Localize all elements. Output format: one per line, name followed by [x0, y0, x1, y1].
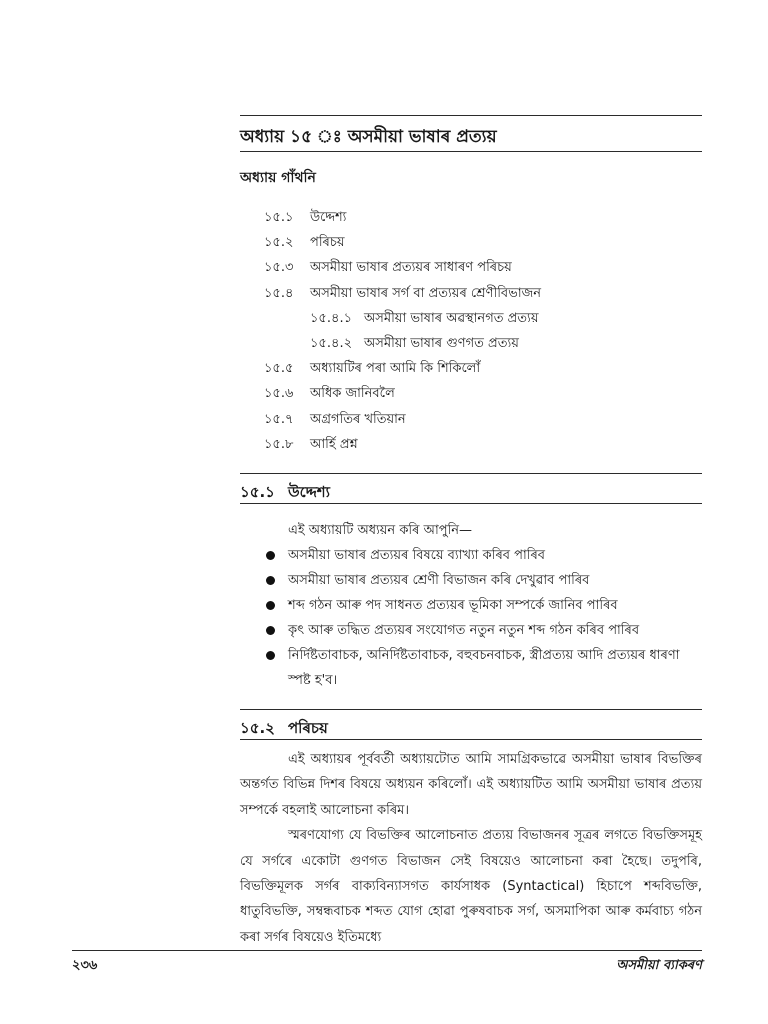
objective-text: কৃৎ আৰু তদ্ধিত প্ৰত্যয়ৰ সংযোগত নতুন নতুন শব্দ গঠন কৰিব পাৰিব — [288, 623, 640, 638]
outline-item-label: অসমীয়া ভাষাৰ সৰ্গ বা প্ৰত্যয়ৰ শ্ৰেণীবিভাজন — [310, 285, 542, 301]
outline-item-number: ১৫.৩ — [264, 260, 294, 276]
outline-heading: অধ্যায় গাঁথনি — [240, 170, 316, 186]
list-item — [264, 543, 702, 568]
outline-item-number: ১৫.৪ — [264, 285, 294, 301]
outline-item-number: ১৫.৪.১ — [310, 310, 353, 326]
section-rule — [240, 503, 702, 504]
bullet-icon — [266, 651, 275, 660]
list-item — [264, 643, 702, 693]
bullet-icon — [266, 626, 275, 635]
book-title: অসমীয়া ব্যাকৰণ — [616, 958, 702, 973]
chapter-title: অধ্যায় ১৫ ঃ অসমীয়া ভাষাৰ প্ৰত্যয় — [240, 127, 497, 147]
bullet-icon — [266, 576, 275, 585]
outline-item-label: অসমীয়া ভাষাৰ গুণগত প্ৰত্যয় — [364, 335, 519, 351]
outline-subitem — [264, 306, 702, 331]
introduction-body — [240, 747, 702, 950]
objectives-list — [264, 518, 702, 693]
outline-item-number: ১৫.৪.২ — [310, 335, 353, 351]
section-title: পৰিচয় — [288, 719, 328, 737]
outline-item-label: অসমীয়া ভাষাৰ অৱস্থানগত প্ৰত্যয় — [364, 310, 539, 326]
outline-item — [264, 407, 702, 432]
outline-item-label: অসমীয়া ভাষাৰ প্ৰত্যয়ৰ সাধাৰণ পৰিচয় — [310, 260, 512, 276]
outline-item-label: উদ্দেশ্য — [310, 210, 347, 225]
outline-item — [264, 281, 702, 306]
section-number: ১৫.২ — [240, 719, 275, 737]
chapter-title-rule — [240, 151, 702, 152]
outline-item — [264, 432, 702, 457]
objective-text: অসমীয়া ভাষাৰ প্ৰত্যয়ৰ শ্ৰেণী বিভাজন কৰি দেখুৱাব পাৰিব — [288, 573, 590, 588]
footer-rule — [72, 950, 702, 951]
objective-text: শব্দ গঠন আৰু পদ সাধনত প্ৰত্যয়ৰ ভূমিকা সম্পৰ্কে জানিব পাৰিব — [288, 598, 618, 613]
paragraph: স্মৰণযোগ্য যে বিভক্তিৰ আলোচনাত প্ৰত্যয় বিভাজনৰ সূত্ৰৰ লগতে বিভক্তিসমূহ যে সৰ্গৰে একোটা গুণগত বিভাজন সেই বিষয়েও আলোচনা কৰা হৈছে। তদুপৰি, বিভক্তিমূলক সৰ্গৰ বাক্যবিন্যাসগত কাৰ্যসাধক (Syntactical) হিচাপে শব্দবিভক্তি, ধাতুবিভক্তি, সম্বন্ধবাচক শব্দত যোগ হোৱা পুৰুষবাচক সৰ্গ, অসমাপিকা আৰু কৰ্মবাচ্য গঠন কৰা সৰ্গৰ বিষয়েও ইতিমধ্যে — [240, 828, 702, 945]
section-rule — [240, 709, 702, 710]
bullet-icon — [266, 551, 275, 560]
objective-text: অসমীয়া ভাষাৰ প্ৰত্যয়ৰ বিষয়ে ব্যাখ্যা কৰিব পাৰিব — [288, 548, 546, 563]
outline-item-label: অধ্যায়টিৰ পৰা আমি কি শিকিলোঁ — [310, 361, 481, 377]
outline-item-label: অগ্ৰগতিৰ খতিয়ান — [310, 411, 406, 427]
list-item — [264, 618, 702, 643]
outline-item-number: ১৫.৮ — [264, 436, 294, 452]
outline-item-label: পৰিচয় — [310, 235, 345, 251]
outline-item-number: ১৫.২ — [264, 235, 294, 251]
outline-item-label: আৰ্হি প্ৰশ্ন — [310, 436, 358, 452]
outline-item-label: অধিক জানিবলৈ — [310, 386, 395, 402]
outline-item — [264, 205, 702, 230]
section-number: ১৫.১ — [240, 483, 275, 501]
outline-item — [264, 381, 702, 406]
list-item — [264, 568, 702, 593]
outline-item-number: ১৫.১ — [264, 210, 294, 225]
list-item — [264, 593, 702, 618]
paragraph: এই অধ্যায়ৰ পূৰ্ববৰ্তী অধ্যায়টোত আমি সামগ্ৰিকভাৱে অসমীয়া ভাষাৰ বিভক্তিৰ অন্তৰ্গত বিভিন্ন দিশৰ বিষয়ে অধ্যয়ন কৰিলোঁ। এই অধ্যায়টিত আমি অসমীয়া ভাষাৰ প্ৰত্যয় সম্পৰ্কে বহলাই আলোচনা কৰিম। — [240, 752, 702, 818]
outline-item — [264, 255, 702, 280]
top-rule — [240, 115, 702, 116]
outline-item — [264, 230, 702, 255]
objective-text: নিৰ্দিষ্টতাবাচক, অনিৰ্দিষ্টতাবাচক, বহুবচনবাচক, স্ত্ৰীপ্ৰত্যয় আদি প্ৰত্যয়ৰ ধাৰণা স্পষ্ট হ'ব। — [288, 648, 680, 688]
outline-subitem — [264, 331, 702, 356]
bullet-icon — [266, 601, 275, 610]
section-title: উদ্দেশ্য — [288, 483, 331, 501]
section-rule — [240, 473, 702, 474]
chapter-outline — [264, 205, 702, 457]
outline-item-number: ১৫.৬ — [264, 386, 294, 402]
outline-item-number: ১৫.৭ — [264, 411, 294, 427]
section-rule — [240, 739, 702, 740]
page-number: ২৩৬ — [72, 958, 98, 973]
objectives-intro: এই অধ্যায়টি অধ্যয়ন কৰি আপুনি— — [288, 523, 473, 538]
outline-item — [264, 356, 702, 381]
outline-item-number: ১৫.৫ — [264, 361, 294, 377]
